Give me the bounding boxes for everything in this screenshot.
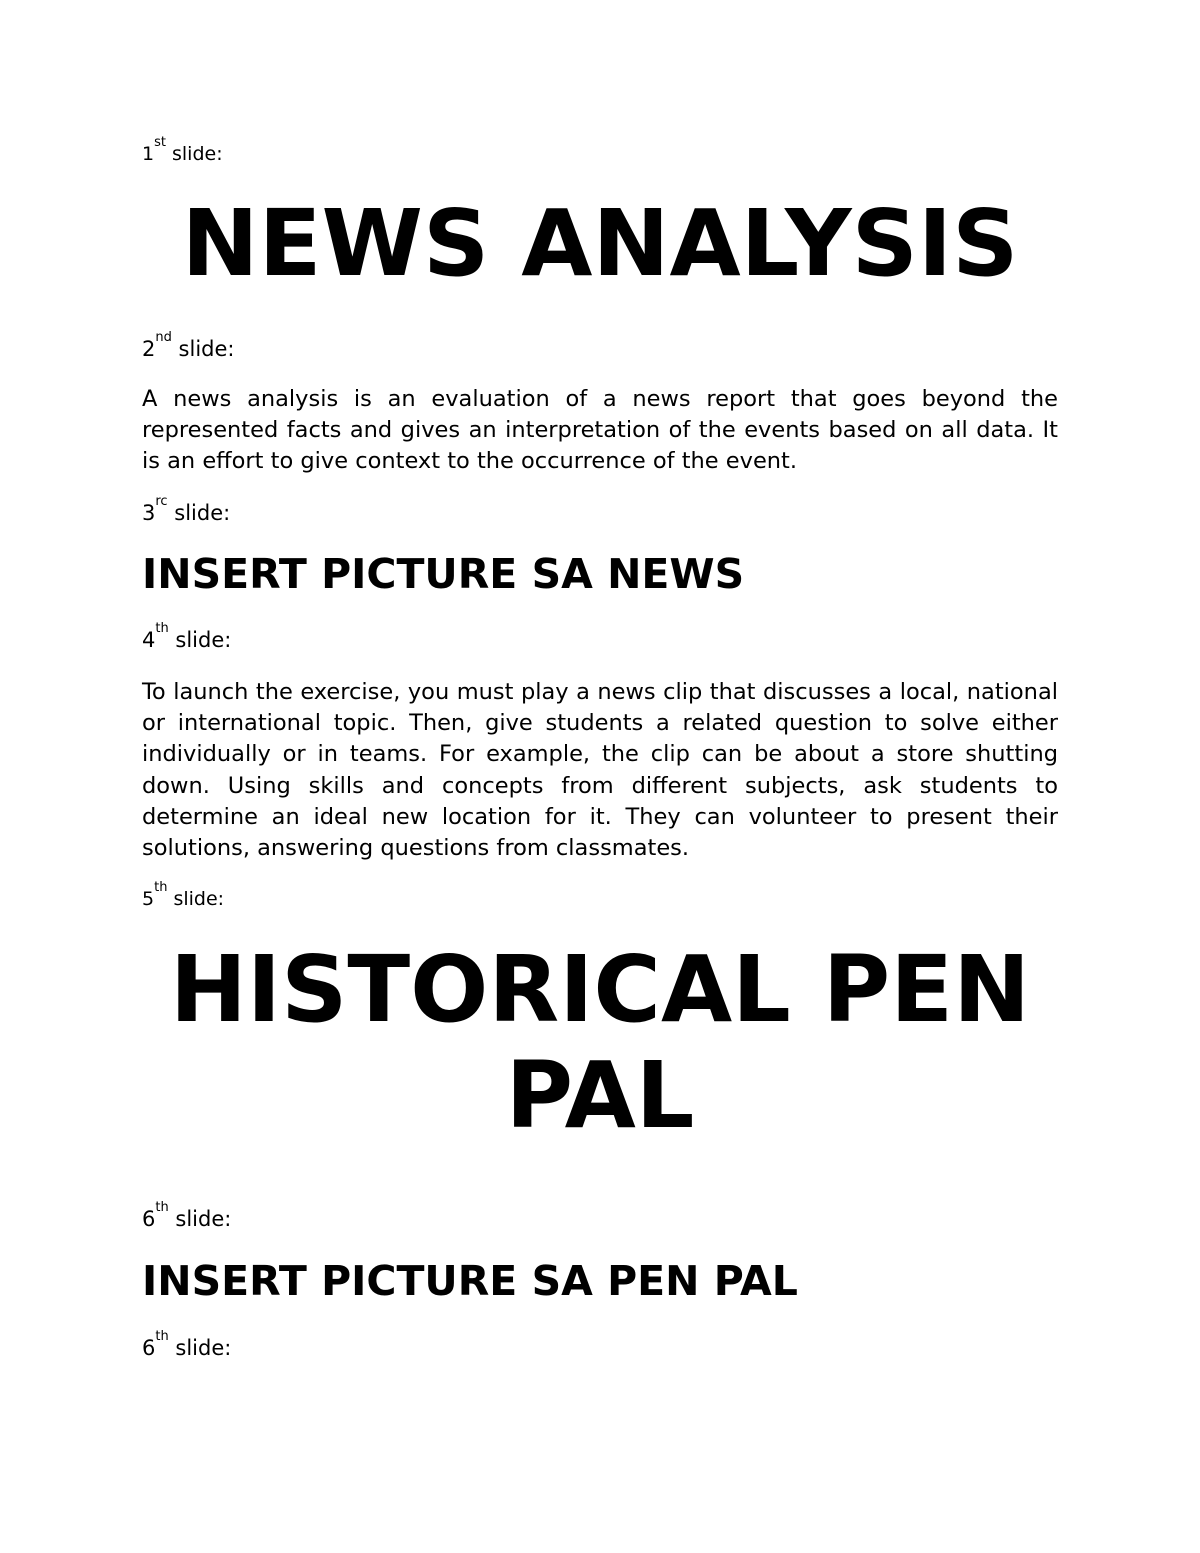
slide-number: 6 [142,1207,156,1231]
slide-number: 6 [142,1336,156,1360]
ordinal-suffix: nd [155,330,172,345]
slide-5-label [142,880,1058,912]
slide-label-text: slide: [165,143,223,165]
slide-6-label [142,1200,1058,1232]
title-news-analysis: NEWS ANALYSIS [181,190,1019,297]
title-line-1: HISTORICAL PEN [169,936,1031,1043]
slide-label-text: slide: [171,337,235,361]
slide-number: 5 [142,888,155,910]
slide-label-text: slide: [167,888,225,910]
news-analysis-definition: A news analysis is an evaluation of a news report that goes beyond the represented facts and gives an interpretation of the events based on all data. It is an effort to give context to the occurrence of the event. [142,386,1058,475]
ordinal-suffix: th [155,621,169,636]
ordinal-suffix: th [155,1200,169,1215]
slide-number: 3 [142,501,156,525]
slide-label-text: slide: [168,1207,232,1231]
title-line-2: PAL [505,1042,695,1149]
ordinal-suffix: th [155,1329,169,1344]
slide-label-text: slide: [168,628,232,652]
heading-insert-picture-news: INSERT PICTURE SA NEWS [142,550,745,598]
ordinal-suffix: th [154,880,168,895]
ordinal-suffix: st [154,135,166,150]
slide-label-text: slide: [168,1336,232,1360]
slide-number: 4 [142,628,156,652]
ordinal-suffix: rc [155,494,168,509]
slide-number: 2 [142,337,156,361]
heading-insert-picture-pen-pal: INSERT PICTURE SA PEN PAL [142,1257,798,1305]
slide-number: 1 [142,143,155,165]
slide-4-label [142,621,1058,653]
slide-6-label-repeat [142,1329,1058,1361]
exercise-instructions: To launch the exercise, you must play a news clip that discusses a local, national or international topic. Then, give students a related question to solve either individually or in teams. For example, the clip can be about a store shutting down. Using skills and concepts from different subjects, ask students to determine an ideal new location for it. They can volunteer to present their solutions, answering questions from classmates. [142,679,1058,862]
title-historical-pen-pal [100,937,1100,1149]
slide-label-text: slide: [167,501,231,525]
slide-3-label [142,494,1058,526]
slide-2-label [142,330,1058,362]
slide-1-label [142,135,1058,167]
